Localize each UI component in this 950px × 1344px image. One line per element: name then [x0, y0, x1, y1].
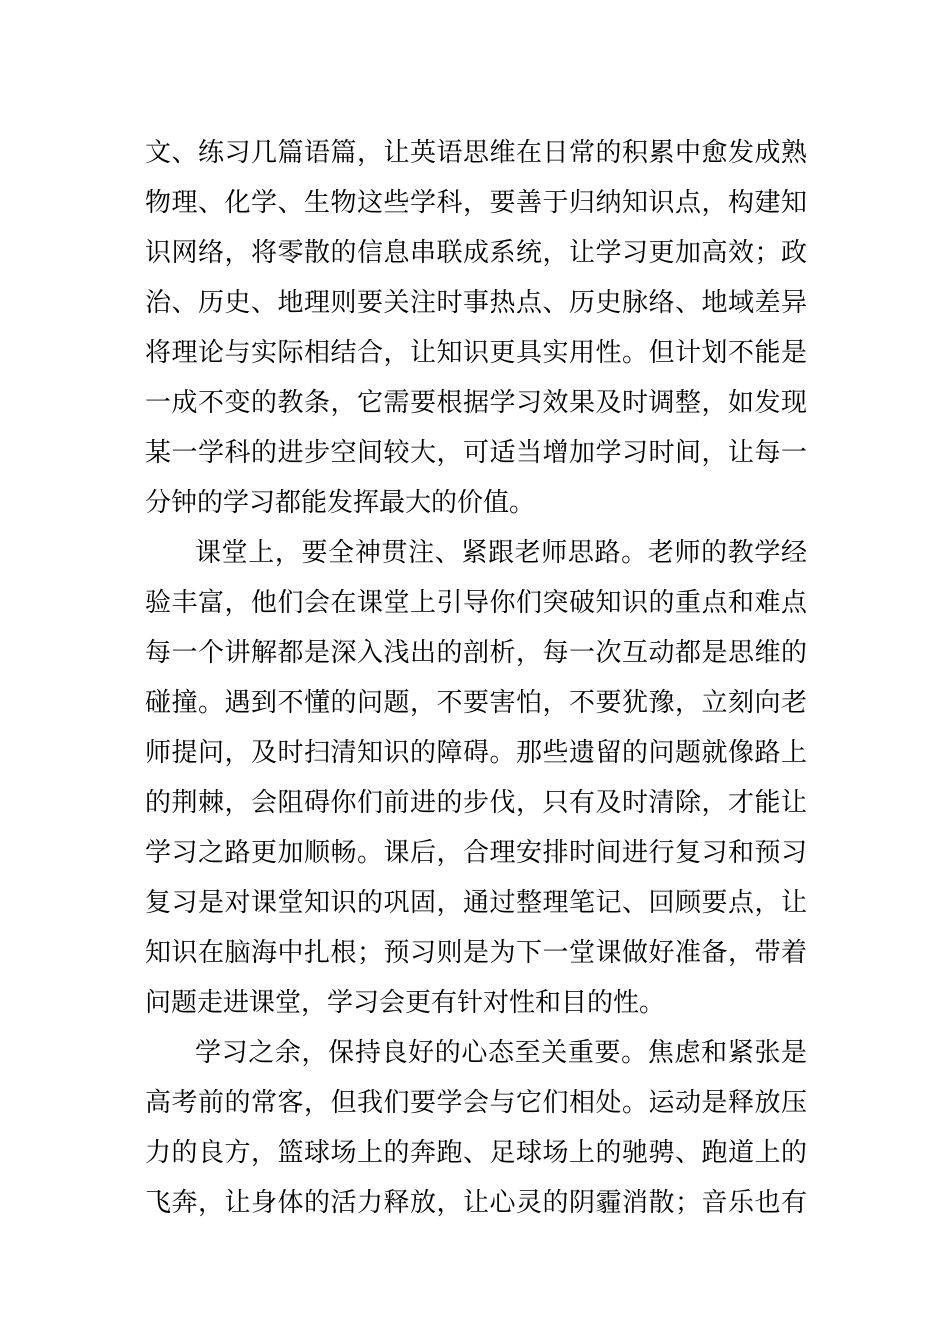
text-line: 师提问，及时扫清知识的障碍。那些遗留的问题就像路上: [145, 738, 807, 768]
text-line: 知识在脑海中扎根；预习则是为下一堂课做好准备，带着: [145, 938, 807, 968]
text-line: 验丰富，他们会在课堂上引导你们突破知识的重点和难点: [145, 588, 807, 618]
text-line: 复习是对课堂知识的巩固，通过整理笔记、回顾要点，让: [145, 888, 807, 918]
text-line: 识网络，将零散的信息串联成系统，让学习更加高效；政: [145, 238, 807, 268]
text-line: 文、练习几篇语篇，让英语思维在日常的积累中愈发成熟: [145, 138, 807, 168]
text-line: 飞奔，让身体的活力释放，让心灵的阴霾消散；音乐也有: [145, 1188, 807, 1218]
document-body: [145, 128, 807, 1228]
text-line: 问题走进课堂，学习会更有针对性和目的性。: [145, 988, 666, 1018]
text-line: 碰撞。遇到不懂的问题，不要害怕，不要犹豫，立刻向老: [145, 688, 807, 718]
paragraph-2: [145, 528, 807, 1028]
text-line: 课堂上，要全神贯注、紧跟老师思路。老师的教学经: [195, 538, 807, 568]
text-line: 物理、化学、生物这些学科，要善于归纳知识点，构建知: [145, 188, 807, 218]
text-line: 的荆棘，会阻碍你们前进的步伐，只有及时清除，才能让: [145, 788, 807, 818]
text-line: 学习之余，保持良好的心态至关重要。焦虑和紧张是: [195, 1038, 807, 1068]
text-line: 力的良方，篮球场上的奔跑、足球场上的驰骋、跑道上的: [145, 1138, 807, 1168]
text-line: 分钟的学习都能发挥最大的价值。: [145, 488, 536, 518]
text-line: 每一个讲解都是深入浅出的剖析，每一次互动都是思维的: [145, 638, 807, 668]
paragraph-3: [145, 1028, 807, 1228]
paragraph-1: [145, 128, 807, 528]
text-line: 高考前的常客，但我们要学会与它们相处。运动是释放压: [145, 1088, 807, 1118]
text-line: 将理论与实际相结合，让知识更具实用性。但计划不能是: [145, 338, 807, 368]
text-line: 某一学科的进步空间较大，可适当增加学习时间，让每一: [145, 438, 807, 468]
text-line: 治、历史、地理则要关注时事热点、历史脉络、地域差异: [145, 288, 807, 318]
text-line: 一成不变的教条，它需要根据学习效果及时调整，如发现: [145, 388, 807, 418]
text-line: 学习之路更加顺畅。课后，合理安排时间进行复习和预习: [145, 838, 807, 868]
